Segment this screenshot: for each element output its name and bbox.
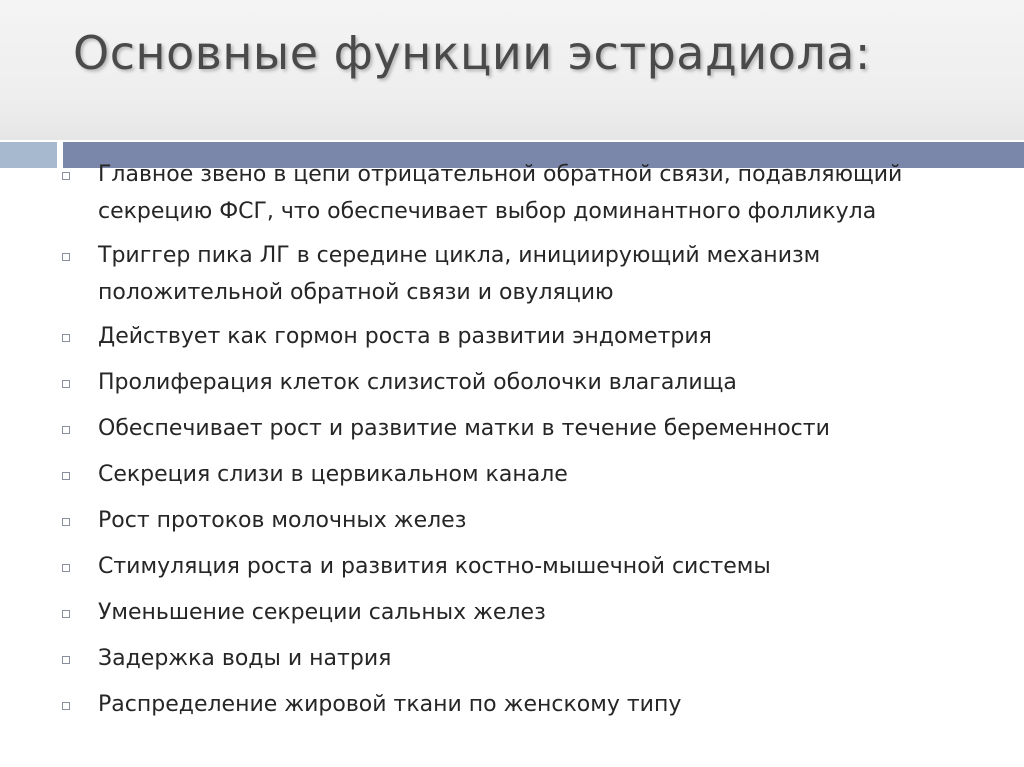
bullet-text-line: Секреция слизи в цервикальном канале (98, 462, 568, 487)
hollow-square-icon (62, 518, 70, 526)
bullet-text-line: Действует как гормон роста в развитии эндометрия (98, 324, 712, 349)
bullet-text-line: Уменьшение секреции сальных желез (98, 600, 546, 625)
bullet-text-line: Рост протоков молочных желез (98, 508, 467, 533)
hollow-square-icon (62, 656, 70, 664)
hollow-square-icon (62, 702, 70, 710)
hollow-square-icon (62, 610, 70, 618)
hollow-square-icon (62, 334, 70, 342)
bullet-text-line: Задержка воды и натрия (98, 646, 392, 671)
hollow-square-icon (62, 380, 70, 388)
accent-bar-left (0, 142, 57, 168)
title-area (0, 0, 1024, 140)
bullet-text-line: Распределение жировой ткани по женскому типу (98, 692, 682, 717)
bullet-text-line: Стимуляция роста и развития костно-мышечной системы (98, 554, 771, 579)
slide-title: Основные функции эстрадиола: (73, 26, 871, 80)
hollow-square-icon (62, 472, 70, 480)
bullet-text-line: секрецию ФСГ, что обеспечивает выбор доминантного фолликула (98, 199, 877, 224)
hollow-square-icon (62, 253, 70, 261)
hollow-square-icon (62, 564, 70, 572)
hollow-square-icon (62, 172, 70, 180)
bullet-text-line: положительной обратной связи и овуляцию (98, 280, 614, 305)
bullet-text-line: Главное звено в цепи отрицательной обратной связи, подавляющий (98, 162, 903, 187)
hollow-square-icon (62, 426, 70, 434)
bullet-text-line: Триггер пика ЛГ в середине цикла, инициирующий механизм (98, 243, 821, 268)
bullet-text-line: Обеспечивает рост и развитие матки в течение беременности (98, 416, 830, 441)
bullet-text-line: Пролиферация клеток слизистой оболочки влагалища (98, 370, 737, 395)
